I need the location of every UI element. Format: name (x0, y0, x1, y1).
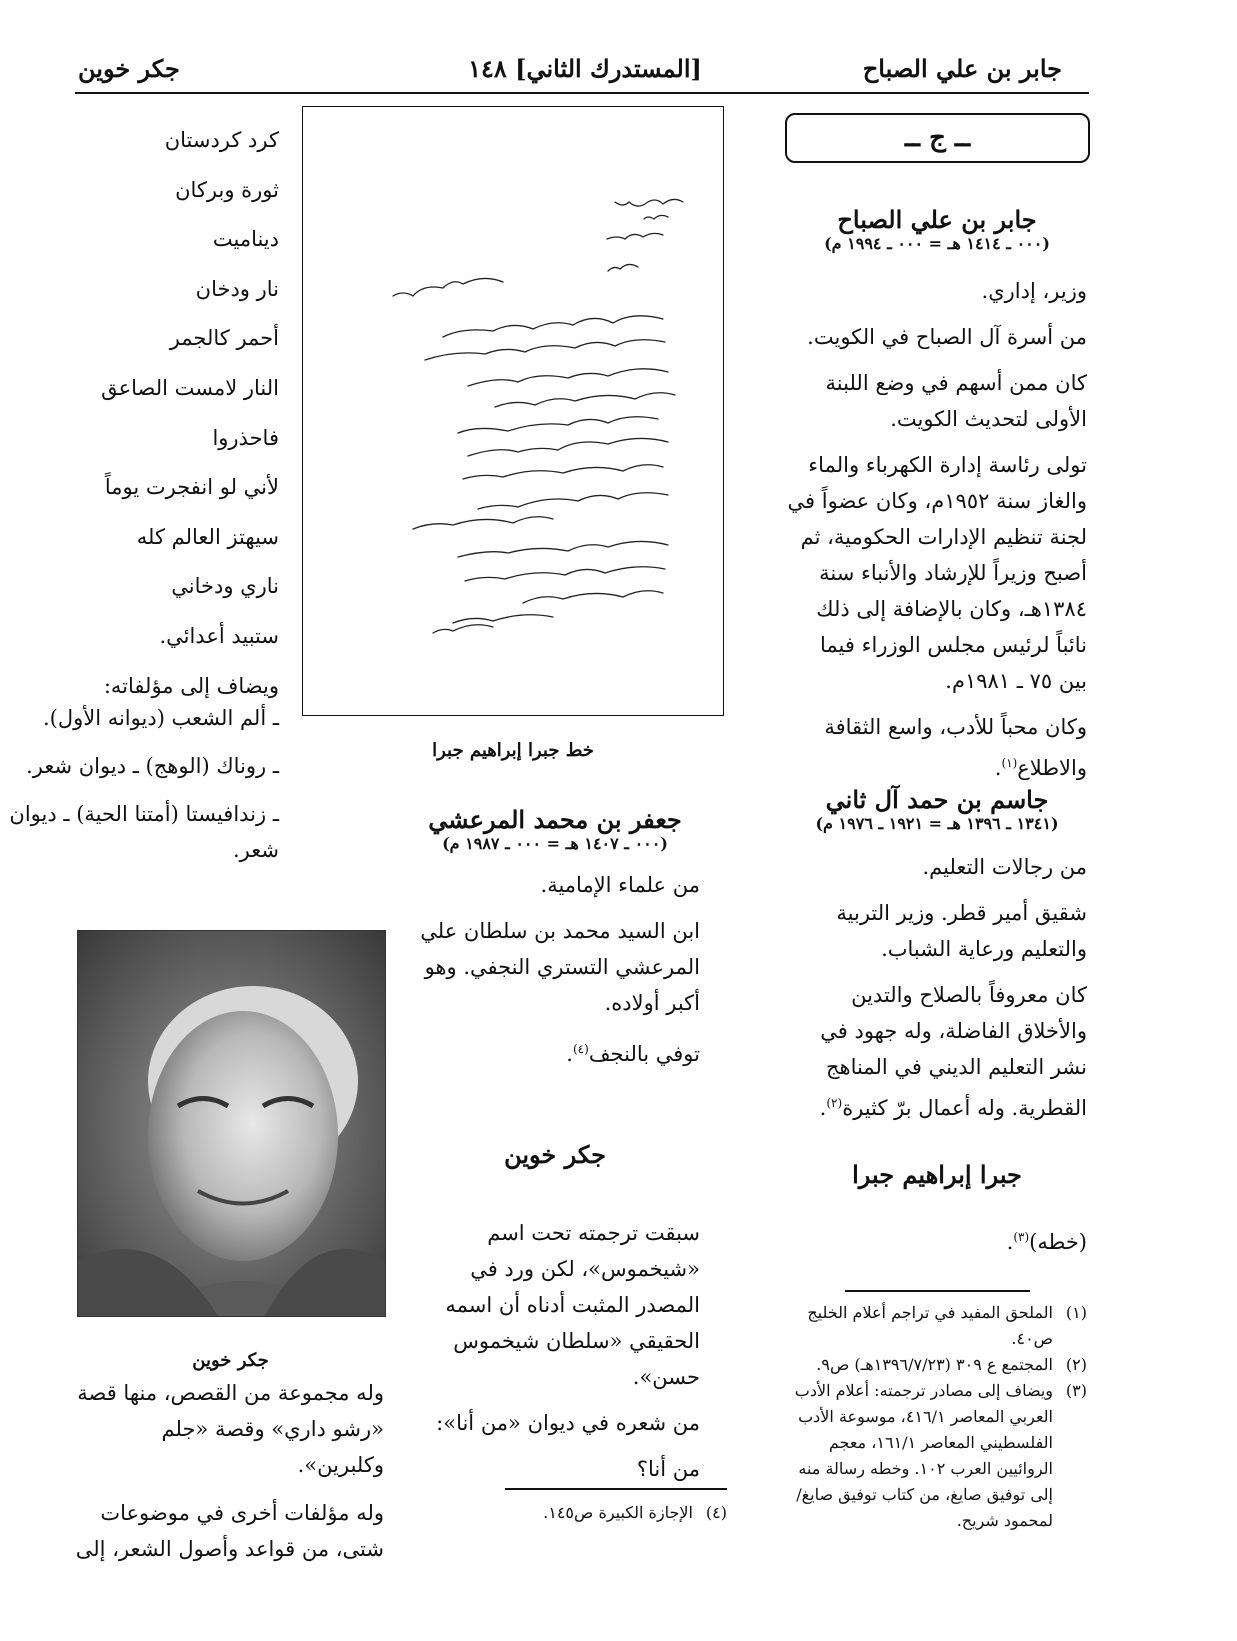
entry-jaber (787, 205, 1087, 786)
portrait-photo (77, 930, 386, 1317)
entry-paragraph: (خطه)$^{(٣)}$. (1006, 1230, 1087, 1254)
footnote-text: المجتمع ع ٣٠٩ (١٣٩٦/٧/٢٣هـ) ص٩. (816, 1355, 1053, 1374)
works-item: ـ زندافيستا (أمتنا الحية) ـ ديوان شعر. (9, 802, 279, 862)
poem-line: ويضاف إلى مؤلفاته: (103, 673, 279, 698)
entry-title: جبرا إبراهيم جبرا (852, 1160, 1022, 1189)
poem (59, 116, 279, 711)
entry-paragraph: ابن السيد محمد بن سلطان علي المرعشي التستري النجفي. وهو أكبر أولاده. (420, 919, 700, 1015)
entry-paragraph: من شعره في ديوان «من أنا»: (436, 1411, 700, 1435)
entry-dates: (٠٠٠ ـ ١٤١٤ هـ = ٠٠٠ ـ ١٩٩٤ م) (824, 234, 1050, 253)
entry-title: جكر خوين (504, 1140, 606, 1169)
entry-jasim (787, 785, 1087, 1126)
footnote-rule (505, 1488, 727, 1490)
entry-paragraph: وكان محباً للأدب، واسع الثقافة والاطلاع$^{(١)}$. (824, 715, 1087, 780)
running-header-center: [المستدرك الثاني] ١٤٨ (468, 54, 702, 83)
works-item: ـ روناك (الوهج) ـ ديوان شعر. (26, 754, 279, 778)
footnote (772, 1378, 1087, 1534)
footnote-number: (٢) (1065, 1355, 1087, 1374)
poem-line: كرد كردستان (164, 128, 279, 152)
entry-jafar (410, 805, 700, 1072)
footnote (772, 1352, 1087, 1378)
entry-paragraph: من أسرة آل الصباح في الكويت. (807, 325, 1087, 349)
poem-line: لأني لو انفجرت يوماً (104, 475, 279, 500)
footnote-ref: (٢) (826, 1096, 843, 1110)
poem-line: سيهتز العالم كله (136, 524, 279, 549)
poem-line: ديناميت (212, 227, 279, 252)
footnote-rule (845, 1290, 1030, 1292)
entry-paragraph: توفي بالنجف$^{(٤)}$. (566, 1042, 700, 1066)
entry-paragraph: من علماء الإمامية. (540, 873, 700, 897)
handwriting-scribble-icon (303, 107, 723, 715)
entry-paragraph: سبقت ترجمته تحت اسم «شيخموس»، لكن ورد في المصدر المثبت أدناه أن اسمه الحقيقي «سلطان شيخموس حسن». (445, 1221, 700, 1389)
poem-line: فاحذروا (212, 425, 279, 450)
poem-line: ثورة وبركان (175, 177, 279, 202)
entry-paragraph: شقيق أمير قطر. وزير التربية والتعليم ورعاية الشباب. (836, 901, 1087, 961)
header-rule (75, 92, 1089, 94)
entry-paragraph: كان معروفاً بالصلاح والتدين والأخلاق الفاضلة، وله جهود في نشر التعليم الديني في المناهج القطرية. وله أعمال برّ كثيرة$^{(٢)}$. (819, 983, 1087, 1120)
footnote-number: (١) (1065, 1303, 1087, 1322)
poem-line: ستبيد أعدائي. (159, 623, 279, 648)
portrait-icon (78, 931, 385, 1316)
footnote-number: (٣) (1065, 1381, 1087, 1400)
entry-paragraph: من رجالات التعليم. (922, 855, 1087, 879)
section-letter: ــ ج ــ (904, 123, 971, 153)
entry-jabra (787, 1160, 1087, 1260)
footnote-ref: (٤) (572, 1042, 589, 1056)
entry-dates: (١٣٤١ ـ ١٣٩٦ هـ = ١٩٢١ ـ ١٩٧٦ م) (815, 814, 1059, 833)
entry-paragraph: من أنا؟ (636, 1457, 700, 1481)
poem-line: النار لامست الصاعق (101, 375, 279, 400)
poem-line: أحمر كالجمر (169, 326, 279, 351)
portrait-caption: جكر خوين (192, 1350, 269, 1371)
handwriting-caption: خط جبرا إبراهيم جبرا (432, 740, 594, 761)
section-letter-box (785, 113, 1090, 163)
footnote-number: (٤) (705, 1503, 727, 1522)
footnotes-right (772, 1300, 1087, 1534)
footnote-ref: (٣) (1013, 1230, 1030, 1244)
footnote (407, 1500, 727, 1526)
entry-title: جاسم بن حمد آل ثاني (825, 785, 1049, 814)
entry-title: جابر بن علي الصباح (837, 205, 1037, 234)
works-list (0, 700, 279, 868)
handwritten-letter-image (302, 106, 724, 716)
running-header-left: جكر خوين (78, 54, 180, 83)
footnote-text: الإجازة الكبيرة ص١٤٥. (543, 1503, 693, 1522)
poem-line: ناري ودخاني (171, 574, 279, 599)
footnote-ref: (١) (1001, 756, 1018, 770)
footnote-text: ويضاف إلى مصادر ترجمته: أعلام الأدب العربي المعاصر ٤١٦/١، موسوعة الأدب الفلسطيني المعاصر ١٦١/١، معجم الروائيين العرب ١٠٢. وخطه رسالة منه إلى توفيق صايغ، من كتاب توفيق صايغ/ لمحمود شريح. (794, 1381, 1053, 1530)
text-paragraph: وله مجموعة من القصص، منها قصة «رشو داري» وقصة «جلم وكلبرين». (77, 1381, 384, 1477)
entry-title: جعفر بن محمد المرعشي (428, 805, 682, 834)
footnotes-middle (407, 1500, 727, 1526)
entry-jegar (410, 1140, 700, 1487)
works-item: ـ ألم الشعب (ديوانه الأول). (42, 706, 279, 730)
entry-paragraph: كان ممن أسهم في وضع اللبنة الأولى لتحديث الكويت. (825, 371, 1087, 431)
footnote (772, 1300, 1087, 1352)
more-text (74, 1375, 384, 1567)
entry-paragraph: تولى رئاسة إدارة الكهرباء والماء والغاز سنة ١٩٥٢م، وكان عضواً في لجنة تنظيم الإدارات الحكومية، ثم أصبح وزيراً للإرشاد والأنباء سنة ١٣٨٤هـ، وكان بالإضافة إلى ذلك نائباً لرئيس مجلس الوزراء فيما بين ٧٥ ـ ١٩٨١م. (787, 453, 1087, 693)
text-paragraph: وله مؤلفات أخرى في موضوعات شتى، من قواعد وأصول الشعر، إلى (75, 1501, 384, 1561)
footnote-text: الملحق المفيد في تراجم أعلام الخليج ص٤٠. (807, 1303, 1053, 1348)
running-header-right: جابر بن علي الصباح (862, 54, 1062, 83)
entry-paragraph: وزير، إداري. (981, 279, 1087, 303)
entry-dates: (٠٠٠ ـ ١٤٠٧ هـ = ٠٠٠ ـ ١٩٨٧ م) (442, 834, 668, 853)
poem-line: نار ودخان (195, 276, 279, 301)
